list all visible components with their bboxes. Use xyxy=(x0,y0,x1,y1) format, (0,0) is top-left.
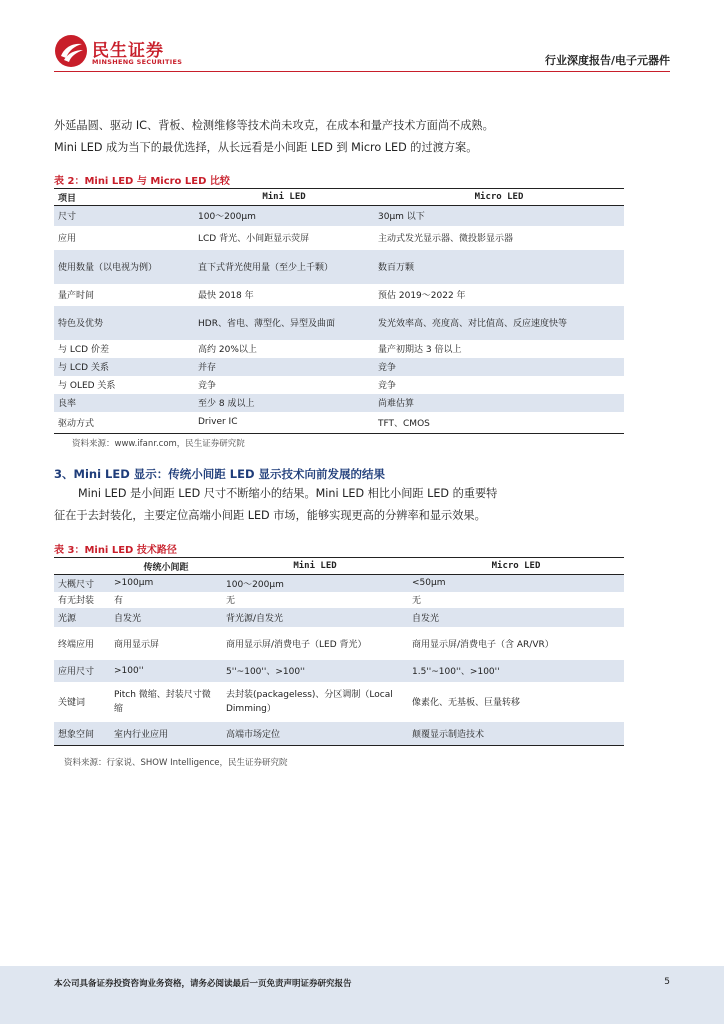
intro-line-1: 外延晶圆、驱动 IC、背板、检测维修等技术尚未攻克，在成本和量产技术方面尚不成熟。 xyxy=(54,119,494,132)
table-cell: Driver IC xyxy=(198,417,238,428)
table2-caption: 表 2：Mini LED 与 Micro LED 比较 xyxy=(54,176,230,187)
table2 xyxy=(54,188,624,434)
table-cell: 高约 20%以上 xyxy=(198,345,257,355)
header-divider xyxy=(54,71,670,72)
table-cell: 主动式发光显示器、微投影显示器 xyxy=(378,234,514,244)
table2-header: 项目 xyxy=(54,189,194,206)
table-cell: 大概尺寸 xyxy=(54,575,110,592)
table-cell: 量产初期达 3 倍以上 xyxy=(378,345,462,355)
table-cell: 30μm 以下 xyxy=(374,206,624,226)
table-cell: >100'' xyxy=(110,660,222,682)
table-cell: 竞争 xyxy=(374,358,624,376)
table-row xyxy=(54,722,624,746)
table-cell: 与 LCD 关系 xyxy=(54,358,194,376)
table-cell: 发光效率高、亮度高、对比值高、反应速度快等 xyxy=(374,306,624,340)
page-number: 5 xyxy=(664,977,670,987)
table-row xyxy=(54,206,624,226)
table-cell: 自发光 xyxy=(408,608,624,627)
table-cell: LCD 背光、小间距显示荧屏 xyxy=(198,234,310,244)
section-title: 3、Mini LED 显示：传统小间距 LED 显示技术向前发展的结果 xyxy=(54,467,385,481)
table-cell: 颠覆显示制造技术 xyxy=(408,722,624,746)
table-cell: 尺寸 xyxy=(54,206,194,226)
table-row xyxy=(54,226,624,250)
footer-disclaimer: 本公司具备证券投资咨询业务资格，请务必阅读最后一页免责声明证券研究报告 xyxy=(54,979,352,989)
brand-name-en: MINSHENG SECURITIES xyxy=(92,58,183,66)
table-cell: 商用显示屏 xyxy=(114,639,160,650)
table3-header xyxy=(54,558,110,575)
table2-source: 资料来源：www.ifanr.com，民生证券研究院 xyxy=(72,439,245,449)
table-cell: 关键词 xyxy=(58,698,86,708)
table-cell: 并存 xyxy=(194,358,374,376)
page-header xyxy=(0,0,724,74)
table-cell: 1.5''~100''、>100'' xyxy=(408,660,624,682)
table-cell: 使用数量（以电视为例） xyxy=(54,250,194,284)
table-cell: 特色及优势 xyxy=(54,306,194,340)
table-row xyxy=(54,306,624,340)
table-cell: 商用显示屏/消费电子（含 AR/VR） xyxy=(412,639,554,650)
table-row xyxy=(54,627,624,660)
table-cell: 去封装(packageless)、分区调制（Local Dimming） xyxy=(226,689,393,714)
table-cell: 应用尺寸 xyxy=(54,660,110,682)
table-cell: 想象空间 xyxy=(54,722,110,746)
table-row xyxy=(54,592,624,608)
table2-header-row xyxy=(54,189,624,206)
table-cell: 量产时间 xyxy=(58,291,95,301)
table-cell: 竞争 xyxy=(198,381,217,391)
table2-header: Micro LED xyxy=(374,189,624,206)
section3-line-1: Mini LED 是小间距 LED 尺寸不断缩小的结果。Mini LED 相比小间距 LED 的重要特 xyxy=(78,487,498,500)
table-cell: 终端应用 xyxy=(58,639,95,650)
table-cell: 最快 2018 年 xyxy=(198,291,254,301)
table-cell: 有无封装 xyxy=(58,596,95,606)
brand-name-cn: 民生证券 xyxy=(92,41,164,61)
table-cell: 自发光 xyxy=(110,608,222,627)
table-row xyxy=(54,412,624,434)
table-cell: 100～200μm xyxy=(222,575,408,592)
table-row xyxy=(54,376,624,394)
table-row xyxy=(54,284,624,306)
table-cell: 100～200μm xyxy=(194,206,374,226)
table-cell: 商用显示屏/消费电子（LED 背光） xyxy=(226,639,367,650)
table-cell: >100μm xyxy=(110,575,222,592)
table-cell: 竞争 xyxy=(378,381,397,391)
table-cell: 无 xyxy=(412,596,422,606)
table-cell: Pitch 微缩、封装尺寸微缩 xyxy=(114,689,211,714)
table-cell: 至少 8 成以上 xyxy=(194,394,374,412)
table3-header: Micro LED xyxy=(408,558,624,575)
report-type: 行业深度报告/电子元器件 xyxy=(544,54,670,67)
table-cell: 光源 xyxy=(54,608,110,627)
table-cell: <50μm xyxy=(408,575,624,592)
table3-caption: 表 3：Mini LED 技术路径 xyxy=(54,545,177,556)
table-cell: 与 OLED 关系 xyxy=(58,381,116,391)
table-row xyxy=(54,660,624,682)
table-cell: 直下式背光使用量（至少上千颗） xyxy=(194,250,374,284)
table3-source: 资料来源：行家说、SHOW Intelligence，民生证券研究院 xyxy=(64,758,288,768)
table-cell: TFT、CMOS xyxy=(378,418,430,429)
table-cell: 数百万颗 xyxy=(374,250,624,284)
table-cell: 像素化、无基板、巨量转移 xyxy=(412,698,521,708)
table3-header: 传统小间距 xyxy=(110,558,222,575)
table3-header-row xyxy=(54,558,624,575)
table3-header: Mini LED xyxy=(222,558,408,575)
table-cell: 无 xyxy=(226,596,236,606)
table-row xyxy=(54,340,624,358)
table-row xyxy=(54,358,624,376)
section3-line-2: 征在于去封装化，主要定位高端小间距 LED 市场，能够实现更高的分辨率和显示效果。 xyxy=(54,509,486,522)
table-row xyxy=(54,608,624,627)
table-row xyxy=(54,575,624,592)
table2-header: Mini LED xyxy=(194,189,374,206)
table-cell: 背光源/自发光 xyxy=(222,608,408,627)
table-row xyxy=(54,682,624,722)
table-cell: 应用 xyxy=(58,234,77,244)
table-cell: 室内行业应用 xyxy=(110,722,222,746)
table-cell: 预估 2019～2022 年 xyxy=(378,291,466,301)
table-cell: 有 xyxy=(114,596,124,606)
table-cell: 驱动方式 xyxy=(58,418,95,429)
table3 xyxy=(54,557,624,746)
table-cell: 良率 xyxy=(54,394,194,412)
table-cell: 5''~100''、>100'' xyxy=(222,660,408,682)
table-cell: HDR、省电、薄型化、异型及曲面 xyxy=(194,306,374,340)
table-cell: 与 LCD 价差 xyxy=(58,345,109,355)
table-cell: 高端市场定位 xyxy=(222,722,408,746)
table-row xyxy=(54,250,624,284)
minsheng-logo-icon xyxy=(54,34,88,68)
page-footer xyxy=(0,966,724,1024)
intro-line-2: Mini LED 成为当下的最优选择，从长远看是小间距 LED 到 Micro LED 的过渡方案。 xyxy=(54,141,478,154)
table-cell: 尚难估算 xyxy=(374,394,624,412)
table-row xyxy=(54,394,624,412)
